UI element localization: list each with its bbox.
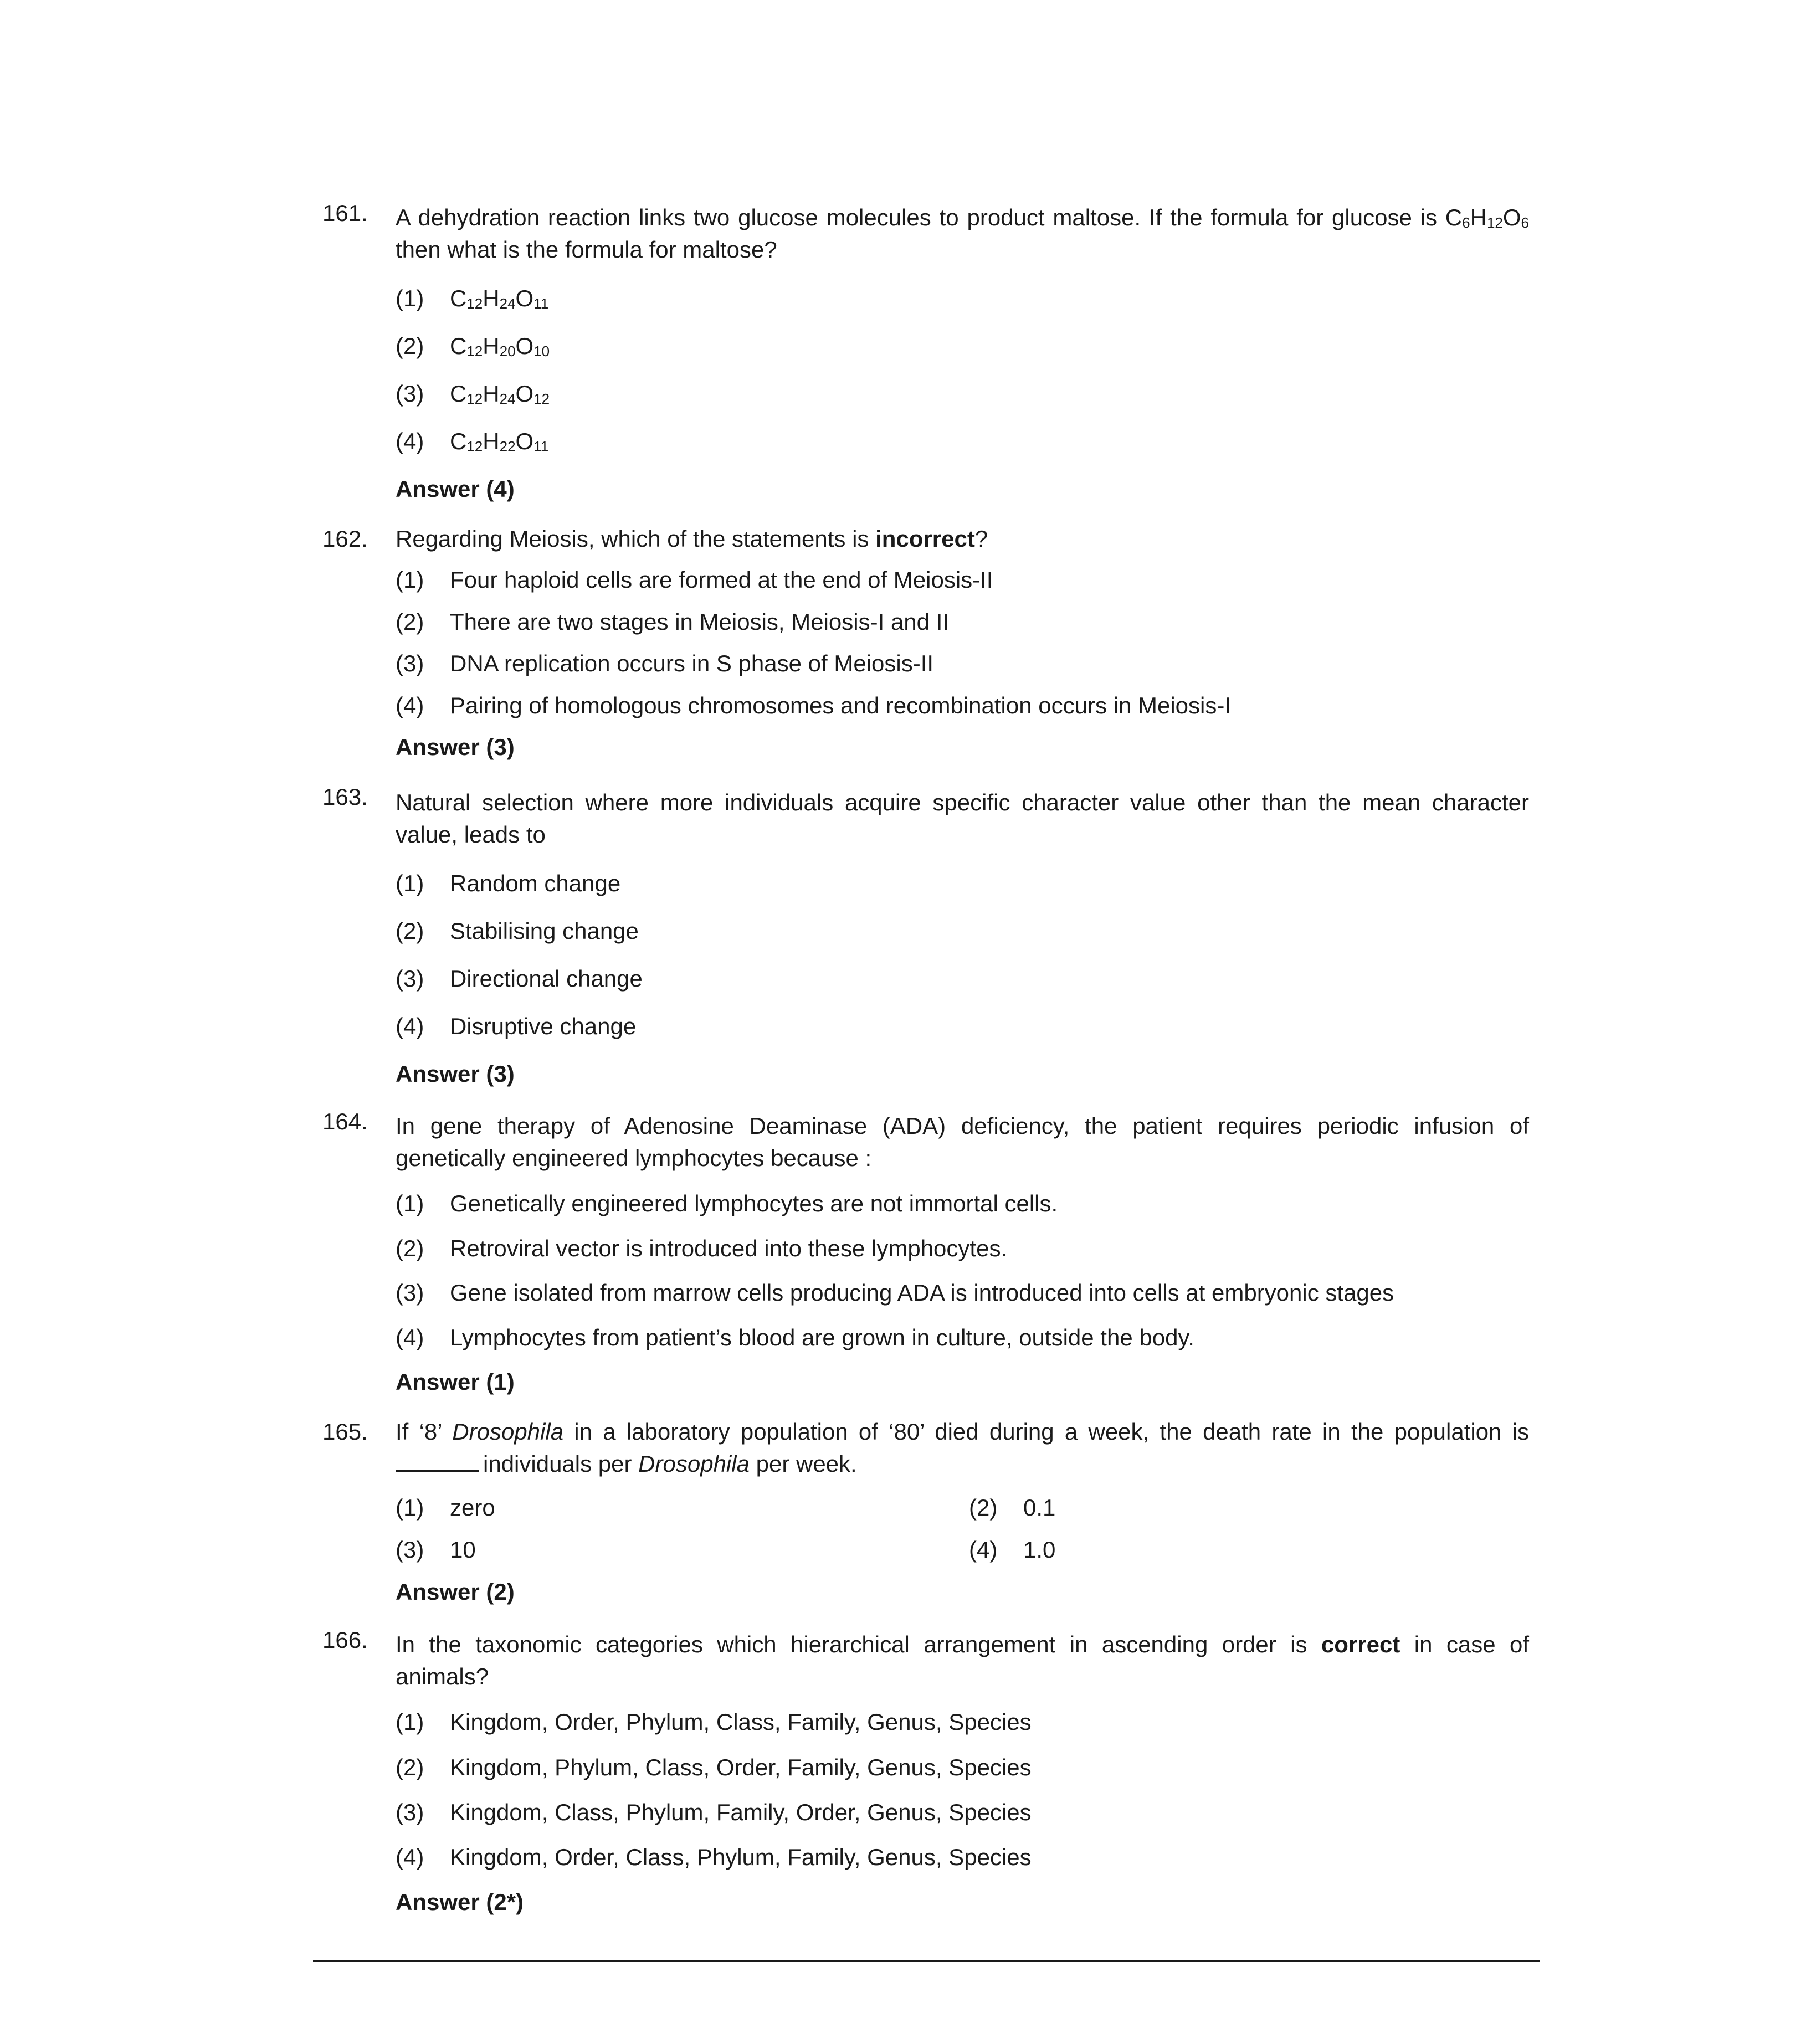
option-text: Stabilising change	[450, 918, 639, 944]
option-1[interactable]	[396, 283, 548, 315]
question-line-1: A dehydration reaction links two glucose molecules to product maltose. If the formula for glucose is $C_6H_{12}O_6$	[396, 204, 1529, 231]
option-4[interactable]	[396, 690, 1231, 722]
option-3[interactable]	[396, 648, 933, 680]
option-label: (2)	[396, 609, 424, 635]
answer-label: Answer (2)	[396, 1579, 515, 1605]
option-text: Random change	[450, 870, 621, 896]
question-text	[396, 787, 1529, 851]
option-label: (2)	[396, 333, 424, 359]
option-text: Directional change	[450, 965, 643, 992]
option-label: (4)	[396, 428, 424, 454]
emphasis: incorrect	[875, 526, 975, 552]
option-label: (1)	[396, 870, 424, 896]
option-text: 1.0	[1023, 1537, 1056, 1563]
option-3[interactable]	[396, 1534, 476, 1566]
option-text: 0.1	[1023, 1495, 1056, 1521]
option-text: Pairing of homologous chromosomes and recombination occurs in Meiosis-I	[450, 692, 1231, 718]
option-3[interactable]	[396, 378, 550, 410]
answer-label: Answer (3)	[396, 734, 515, 760]
option-1[interactable]	[396, 867, 620, 900]
option-text: Retroviral vector is introduced into these lymphocytes.	[450, 1235, 1008, 1261]
option-label: (4)	[396, 692, 424, 718]
option-1[interactable]	[396, 1492, 495, 1524]
option-formula: $C_{12}H_{22}O_{11}$	[450, 428, 549, 455]
option-label: (4)	[396, 1844, 424, 1870]
answer-label: Answer (2*)	[396, 1889, 524, 1915]
option-4[interactable]	[396, 1841, 1032, 1873]
question-line-2: value, leads to	[396, 821, 546, 848]
option-2[interactable]	[396, 606, 949, 638]
option-formula: $C_{12}H_{24}O_{11}$	[450, 285, 549, 312]
option-label: (3)	[396, 1799, 424, 1825]
option-2[interactable]	[396, 330, 550, 362]
question-line-1: In gene therapy of Adenosine Deaminase (ADA) deficiency, the patient requires periodic infusion of	[396, 1113, 1529, 1139]
question-line-2: genetically engineered lymphocytes because :	[396, 1145, 872, 1171]
option-label: (1)	[396, 1709, 424, 1735]
question-number: 161.	[322, 200, 368, 226]
option-text: DNA replication occurs in S phase of Meiosis-II	[450, 650, 934, 676]
option-text: Kingdom, Order, Phylum, Class, Family, Genus, Species	[450, 1709, 1032, 1735]
option-2[interactable]	[969, 1492, 1055, 1524]
question-line-2: then what is the formula for maltose?	[396, 237, 777, 263]
option-text: 10	[450, 1537, 476, 1563]
option-label: (3)	[396, 1280, 424, 1306]
question-number: 166.	[322, 1627, 368, 1653]
question-text	[396, 1629, 1529, 1693]
option-2[interactable]	[396, 1232, 1007, 1265]
answer-label: Answer (1)	[396, 1369, 515, 1395]
option-label: (4)	[396, 1324, 424, 1350]
question-number: 165.	[322, 1419, 368, 1445]
option-1[interactable]	[396, 1188, 1058, 1220]
option-4[interactable]	[396, 1322, 1194, 1354]
question-text	[396, 1416, 1529, 1480]
option-label: (3)	[396, 965, 424, 992]
option-1[interactable]	[396, 1706, 1032, 1738]
option-label: (4)	[969, 1537, 998, 1563]
option-label: (3)	[396, 1537, 424, 1563]
option-label: (2)	[396, 1235, 424, 1261]
option-text: There are two stages in Meiosis, Meiosis-I and II	[450, 609, 950, 635]
option-label: (3)	[396, 381, 424, 407]
option-label: (2)	[396, 918, 424, 944]
option-formula: $C_{12}H_{20}O_{10}$	[450, 333, 550, 360]
option-label: (1)	[396, 1495, 424, 1521]
option-text: Kingdom, Class, Phylum, Family, Order, Genus, Species	[450, 1799, 1032, 1825]
option-text: Kingdom, Phylum, Class, Order, Family, Genus, Species	[450, 1754, 1032, 1780]
footer-divider	[313, 1960, 1540, 1962]
option-label: (1)	[396, 567, 424, 593]
option-text: zero	[450, 1495, 495, 1521]
answer-blank	[396, 1451, 479, 1472]
question-number: 163.	[322, 784, 368, 810]
option-4[interactable]	[396, 1010, 636, 1042]
question-line-2: individuals per Drosophila per week.	[396, 1448, 1529, 1480]
option-text: Disruptive change	[450, 1013, 637, 1039]
option-text: Genetically engineered lymphocytes are not immortal cells.	[450, 1190, 1058, 1216]
question-line-2: animals?	[396, 1663, 489, 1689]
option-text: Gene isolated from marrow cells producing ADA is introduced into cells at embryonic stages	[450, 1280, 1394, 1306]
option-label: (1)	[396, 285, 424, 311]
option-4[interactable]	[396, 425, 548, 458]
option-label: (1)	[396, 1190, 424, 1216]
question-number: 162.	[322, 526, 368, 552]
option-3[interactable]	[396, 963, 643, 995]
emphasis: correct	[1321, 1631, 1400, 1657]
option-2[interactable]	[396, 1752, 1032, 1784]
question-number: 164.	[322, 1108, 368, 1134]
option-2[interactable]	[396, 915, 639, 947]
option-label: (3)	[396, 650, 424, 676]
question-text: Regarding Meiosis, which of the statements is incorrect?	[396, 526, 988, 552]
question-line-1: In the taxonomic categories which hierarchical arrangement in ascending order is correct in case of	[396, 1631, 1529, 1657]
option-text: Four haploid cells are formed at the end of Meiosis-II	[450, 567, 993, 593]
answer-label: Answer (3)	[396, 1061, 515, 1087]
question-line-1: Natural selection where more individuals acquire specific character value other than the mean character	[396, 789, 1529, 815]
option-1[interactable]	[396, 564, 993, 596]
option-3[interactable]	[396, 1796, 1032, 1829]
answer-label: Answer (4)	[396, 476, 515, 502]
question-text	[396, 1110, 1529, 1174]
question-line-1: If ‘8’ Drosophila in a laboratory population of ‘80’ died during a week, the death rate in the population is	[396, 1419, 1529, 1445]
option-text: Lymphocytes from patient’s blood are grown in culture, outside the body.	[450, 1324, 1194, 1350]
option-3[interactable]	[396, 1277, 1394, 1309]
option-label: (2)	[969, 1495, 998, 1521]
option-4[interactable]	[969, 1534, 1055, 1566]
option-label: (4)	[396, 1013, 424, 1039]
option-text: Kingdom, Order, Class, Phylum, Family, Genus, Species	[450, 1844, 1032, 1870]
option-label: (2)	[396, 1754, 424, 1780]
option-formula: $C_{12}H_{24}O_{12}$	[450, 381, 550, 407]
question-text	[396, 202, 1529, 266]
